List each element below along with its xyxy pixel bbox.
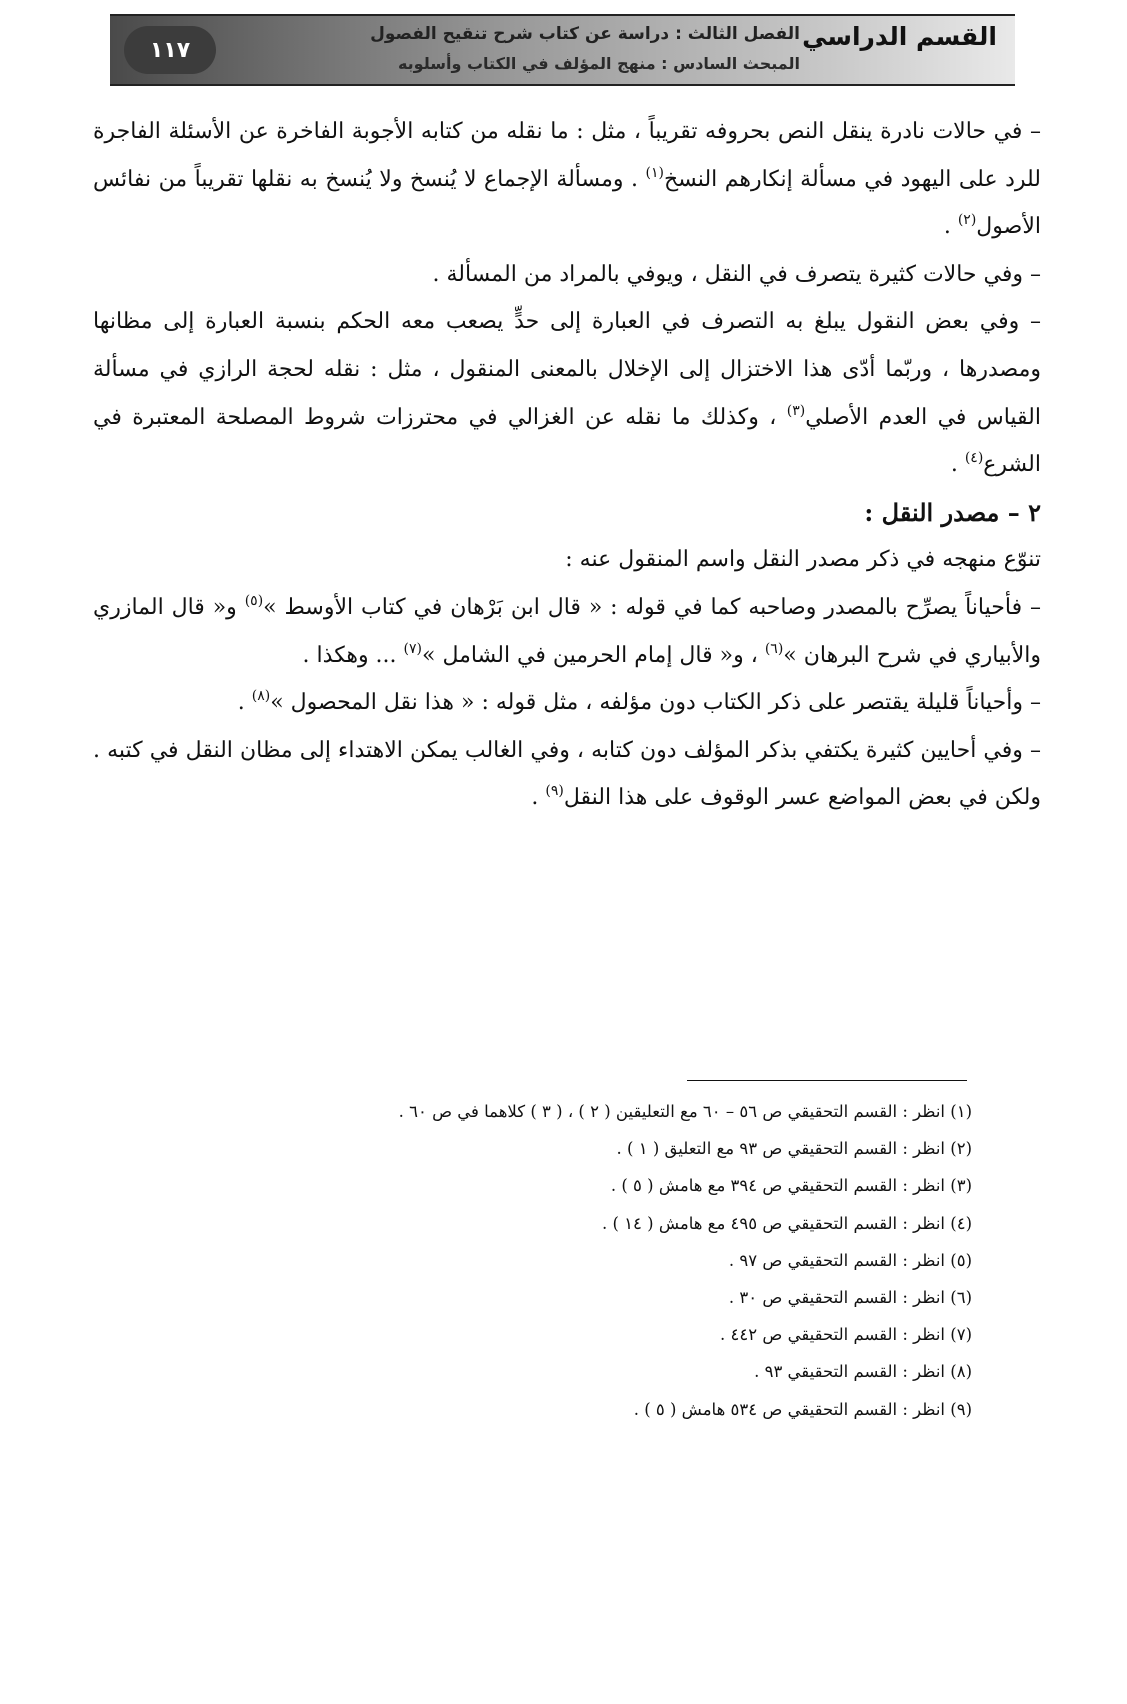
paragraph-6 — [93, 679, 1041, 727]
footnote-9: (٩) انظر : القسم التحقيقي ص ٥٣٤ هامش ( ٥ ) . — [633, 1399, 972, 1419]
header-subsection-title: المبحث السادس : منهج المؤلف في الكتاب وأسلوبه — [397, 54, 800, 73]
footnote-reference: (١) — [645, 164, 664, 181]
text-run: – فأحياناً يصرِّح بالمصدر وصاحبه كما في قوله : « قال ابن بَرْهان في كتاب الأوسط » — [263, 594, 1041, 620]
footnote-5: (٥) انظر : القسم التحقيقي ص ٩٧ . — [728, 1250, 972, 1270]
footnote-reference: (٢) — [957, 212, 977, 229]
text-run: . — [531, 785, 546, 811]
running-header — [110, 14, 1015, 86]
page-number-badge: ١١٧ — [124, 26, 216, 74]
text-run: ... وهكذا . — [302, 642, 404, 668]
text-run: – وأحياناً قليلة يقتصر على ذكر الكتاب دون مؤلفه ، مثل قوله : « هذا نقل المحصول » — [270, 690, 1041, 716]
footnote-reference: (٨) — [251, 688, 271, 705]
text-run: و« قال المازري والأبياري في شرح البرهان » — [93, 594, 1041, 668]
footnote-8: (٨) انظر : القسم التحقيقي ٩٣ . — [754, 1362, 972, 1382]
footnote-4: (٤) انظر : القسم التحقيقي ص ٤٩٥ مع هامش ( ١٤ ) . — [601, 1213, 972, 1233]
header-section-title: القسم الدراسي — [802, 22, 997, 51]
section-heading: ٢ – مصدر النقل : — [864, 497, 1041, 527]
text-run: . — [950, 452, 965, 478]
footnote-3: (٣) انظر : القسم التحقيقي ص ٣٩٤ مع هامش ( ٥ ) . — [610, 1176, 972, 1196]
paragraph-1 — [93, 108, 1041, 251]
footnote-reference: (٤) — [964, 450, 984, 467]
footnote-reference: (٩) — [545, 783, 564, 800]
paragraph-4: تنوّع منهجه في ذكر مصدر النقل واسم المنقول عنه : — [565, 547, 1041, 573]
main-text — [93, 108, 1041, 822]
header-chapter-title: الفصل الثالث : دراسة عن كتاب شرح تنقيح الفصول — [370, 24, 800, 44]
paragraph-7 — [93, 727, 1041, 822]
text-run: – في حالات نادرة ينقل النص بحروفه تقريباً ، مثل : ما نقله من كتابه الأجوبة الفاخرة عن الأسئلة الفاجرة للرد على اليهود في مسألة إنكارهم النسخ — [93, 119, 1041, 192]
text-run: ، و« قال إمام الحرمين في الشامل » — [422, 642, 765, 668]
paragraph-3 — [93, 298, 1041, 488]
footnote-reference: (٣) — [786, 402, 806, 419]
text-run: . — [943, 214, 958, 240]
footnote-6: (٦) انظر : القسم التحقيقي ص ٣٠ . — [728, 1288, 972, 1308]
text-run: ، وكذلك ما نقله عن الغزالي في محترزات شروط المصلحة المعتبرة في الشرع — [93, 404, 1041, 478]
text-run: – وفي بعض النقول يبلغ به التصرف في العبارة إلى حدٍّ يصعب معه الحكم بنسبة العبارة إلى مظانها ومصدرها ، وربّما أدّى هذا الاختزال إلى الإخلال بالمعنى المنقول ، مثل : نقله لحجة الرازي في مسألة القياس في العدم الأصلي — [93, 309, 1041, 430]
text-run: – وفي أحايين كثيرة يكتفي بذكر المؤلف دون كتابه ، وفي الغالب يمكن الاهتداء إلى مظان النقل في كتبه . ولكن في بعض المواضع عسر الوقوف على هذا النقل — [93, 737, 1041, 811]
text-run: . — [237, 690, 252, 716]
footnote-1: (١) انظر : القسم التحقيقي ص ٥٦ – ٦٠ مع التعليقين ( ٢ ) ، ( ٣ ) كلاهما في ص ٦٠ . — [398, 1102, 972, 1121]
footnote-divider — [687, 1080, 967, 1081]
footnotes — [112, 1093, 972, 1428]
footnote-reference: (٦) — [764, 640, 784, 657]
paragraph-5 — [93, 584, 1041, 679]
footnote-reference: (٥) — [244, 592, 264, 609]
footnote-reference: (٧) — [403, 640, 423, 657]
text-run: . ومسألة الإجماع لا يُنسخ ولا يُنسخ به نقلها تقريباً من نفائس الأصول — [93, 166, 1041, 240]
footnote-2: (٢) انظر : القسم التحقيقي ص ٩٣ مع التعليق ( ١ ) . — [616, 1139, 972, 1159]
paragraph-2: – وفي حالات كثيرة يتصرف في النقل ، ويوفي بالمراد من المسألة . — [432, 261, 1041, 287]
footnote-7: (٧) انظر : القسم التحقيقي ص ٤٤٢ . — [720, 1325, 972, 1345]
